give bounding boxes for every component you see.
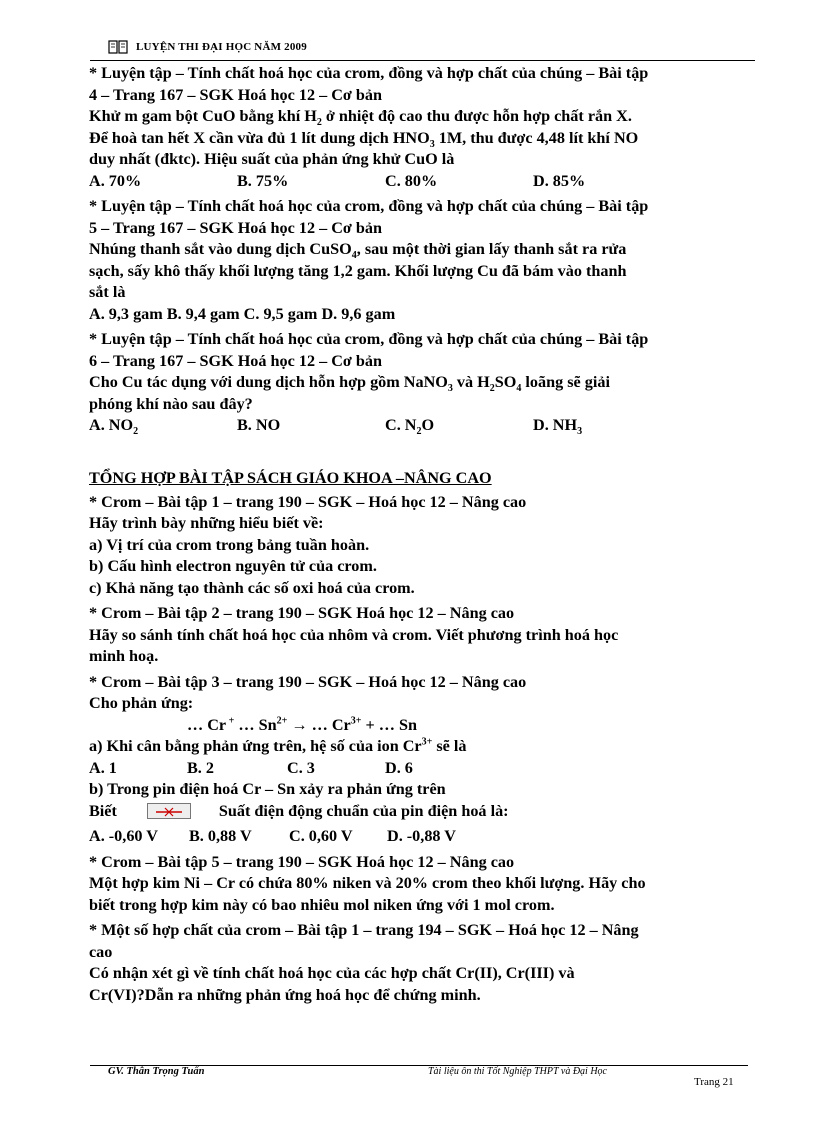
question-text: Cho phản ứng: [89,694,194,712]
question-text: a) Khi cân bằng phản ứng trên, hệ số của ion $Cr^{3+}$ sẽ là [89,736,467,755]
header-title: LUYỆN THI ĐẠI HỌC NĂM 2009 [136,41,307,53]
exercise-heading: * Luyện tập – Tính chất hoá học của crom, đồng và hợp chất của chúng – Bài tập [89,197,649,215]
footer-author: GV. Thân Trọng Tuấn [108,1066,205,1077]
question-text: Nhúng thanh sắt vào dung dịch CuSO$_4$, sau một thời gian lấy thanh sắt ra rửa [89,240,627,262]
question-text: sắt là [89,283,126,301]
question-text: a) Vị trí của crom trong bảng tuần hoàn. [89,535,370,554]
document-body [89,63,759,1006]
question-text: c) Khả năng tạo thành các số oxi hoá của crom. [89,578,415,597]
answer-options [89,758,759,780]
formula-image-icon [147,803,191,819]
section-title: TỔNG HỢP BÀI TẬP SÁCH GIÁO KHOA –NÂNG CAO [89,468,492,487]
option-a: A. 1 [89,758,117,777]
answer-options: A. 9,3 gam B. 9,4 gam C. 9,5 gam D. 9,6 gam [89,304,396,323]
question-text: phóng khí nào sau đây? [89,394,253,413]
exercise-heading: * Một số hợp chất của crom – Bài tập 1 – trang 194 – SGK – Hoá học 12 – Nâng [89,921,639,939]
option-d: D. 6 [385,758,413,777]
exercise-heading: * Crom – Bài tập 5 – trang 190 – SGK Hoá học 12 – Nâng cao [89,852,515,871]
question-text: Hãy so sánh tính chất hoá học của nhôm và crom. Viết phương trình hoá học [89,625,619,644]
exercise-heading: * Luyện tập – Tính chất hoá học của crom, đồng và hợp chất của chúng – Bài tập [89,64,649,82]
embedded-formula-icon [148,805,190,819]
page-number: Trang 21 [694,1076,734,1088]
answer-options [89,415,759,437]
exercise-heading: * Luyện tập – Tính chất hoá học của crom, đồng và hợp chất của chúng – Bài tập [89,330,649,348]
option-c: C. 3 [287,758,315,777]
question-text: Một hợp kim Ni – Cr có chứa 80% niken và 20% crom theo khối lượng. Hãy cho [89,874,646,892]
option-b: B. NO [237,416,281,434]
option-b: B. 0,88 V [189,827,252,845]
question-text: b) Trong pin điện hoá Cr – Sn xảy ra phản ứng trên [89,780,446,798]
exercise-heading: * Crom – Bài tập 3 – trang 190 – SGK – Hoá học 12 – Nâng cao [89,672,527,691]
exercise-heading: cao [89,942,113,961]
footer-document: Tài liệu ôn thi Tốt Nghiệp THPT và Đại Học [428,1066,607,1077]
question-text: minh hoạ. [89,647,159,665]
question-text: biết trong hợp kim này có bao nhiêu mol niken ứng với 1 mol crom. [89,895,555,914]
exercise-heading: * Crom – Bài tập 1 – trang 190 – SGK – Hoá học 12 – Nâng cao [89,492,527,511]
question-text: b) Cấu hình electron nguyên tử của crom. [89,557,377,575]
reaction-equation: … Cr + … $Sn^{2+}$ → … $Cr^{3+}$ + … Sn [187,715,417,734]
exercise-heading: 4 – Trang 167 – SGK Hoá học 12 – Cơ bản [89,85,383,104]
option-c: C. 80% [385,171,438,190]
page-header [90,38,755,61]
option-b: B. 2 [187,758,214,777]
question-text: Cho Cu tác dụng với dung dịch hỗn hợp gồm NaNO$_3$ và $H_2SO_4$ loãng sẽ giải [89,373,610,395]
given-line: Biết Suất điện động chuẩn của pin điện hoá là: [89,801,509,820]
exercise-heading: 6 – Trang 167 – SGK Hoá học 12 – Cơ bản [89,351,383,370]
question-text: Hãy trình bày những hiểu biết về: [89,514,324,532]
question-text: Để hoà tan hết X cần vừa đủ 1 lít dung dịch $HNO_3$ 1M, thu được 4,48 lít khí NO [89,128,639,150]
question-text: sạch, sấy khô thấy khối lượng tăng 1,2 gam. Khối lượng Cu đã bám vào thanh [89,261,627,280]
exercise-heading: 5 – Trang 167 – SGK Hoá học 12 – Cơ bản [89,218,383,237]
answer-options [89,171,759,193]
option-c: C. $N_2O$ [385,416,435,438]
option-a: A. $NO_2$ [89,416,139,438]
option-d: D. -0,88 V [387,827,456,845]
question-text: Có nhận xét gì về tính chất hoá học của các hợp chất Cr(II), Cr(III) và [89,964,575,982]
option-a: A. 70% [89,171,142,190]
answer-options [89,826,759,848]
option-c: C. 0,60 V [289,827,353,845]
option-a: A. -0,60 V [89,827,158,845]
option-d: D. $NH_3$ [533,416,583,438]
question-text: Khử m gam bột CuO bằng khí $H_2$ ở nhiệt độ cao thu được hỗn hợp chất rắn X. [89,107,632,129]
question-text: Cr(VI)?Dẫn ra những phản ứng hoá học để chứng minh. [89,985,481,1004]
option-b: B. 75% [237,171,289,190]
question-text: duy nhất (đktc). Hiệu suất của phản ứng khử CuO là [89,150,455,168]
book-icon [108,40,128,54]
exercise-heading: * Crom – Bài tập 2 – trang 190 – SGK Hoá học 12 – Nâng cao [89,604,515,622]
option-d: D. 85% [533,171,586,190]
